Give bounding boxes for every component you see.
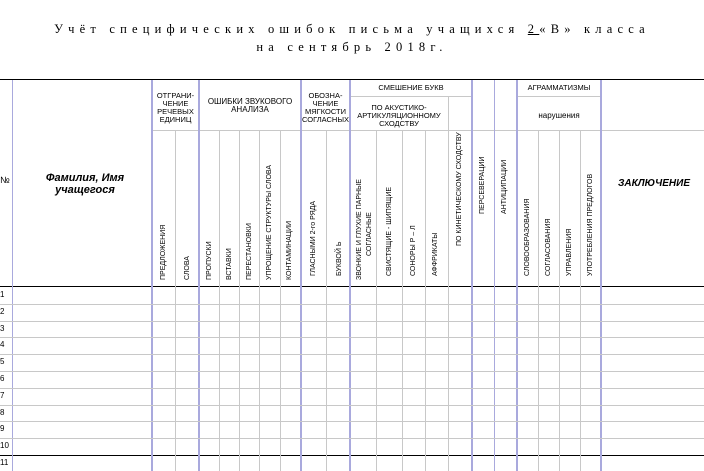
row-number: 5 <box>0 357 5 367</box>
col-sep <box>175 131 176 471</box>
sheet-title-line-1: Учёт специфических ошибок письма учащихся 2«В» класса <box>54 22 650 36</box>
col-affricates: АФФРИКАТЫ <box>432 232 439 276</box>
col-permutations: ПЕРЕСТАНОВКИ <box>246 223 253 280</box>
col-sep <box>580 131 581 471</box>
col-government: УПРАВЛЕНИЯ <box>566 228 573 276</box>
row-number: 4 <box>0 340 5 350</box>
col-sonors: СОНОРЫ Р – Л <box>410 225 417 276</box>
col-border-antic <box>516 80 518 471</box>
acoustic-group-header: ПО АКУСТИКО-АРТИКУЛЯЦИОННОМУ СХОДСТВУ <box>357 103 441 128</box>
col-sep <box>559 131 560 471</box>
row-separator <box>0 304 704 305</box>
row-number: 3 <box>0 323 5 333</box>
group-header-bottom <box>153 130 704 131</box>
col-sep <box>425 131 426 471</box>
col-border-mix <box>471 80 473 471</box>
col-border-sound <box>300 80 302 471</box>
col-sep <box>448 97 449 471</box>
col-sep <box>538 131 539 471</box>
row-number: 2 <box>0 306 5 316</box>
conclusion-header: ЗАКЛЮЧЕНИЕ <box>617 178 691 189</box>
col-sentences: ПРЕДЛОЖЕНИЯ <box>160 224 167 280</box>
col-omissions: ПРОПУСКИ <box>206 241 213 280</box>
mix-group-header: СМЕШЕНИЕ БУКВ <box>378 83 444 92</box>
row-separator <box>0 321 704 322</box>
col-sibilants: СВИСТЯЩИЕ - ШИПЯЩИЕ <box>386 186 393 276</box>
sound-group-header: ОШИБКИ ЗВУКОВОГО АНАЛИЗА <box>207 97 293 114</box>
col-border-soft <box>349 80 351 471</box>
row-10-bottom-border <box>0 455 704 456</box>
row-number: 8 <box>0 407 5 417</box>
mix-group-divider <box>351 96 471 97</box>
col-contamination: КОНТАМИНАЦИИ <box>286 220 293 280</box>
agram-group-header: АГРАММАТИЗМЫ <box>527 83 591 92</box>
name-header: Фамилия, Имя учащегося <box>45 172 125 196</box>
soft-group-header: ОБОЗНА-ЧЕНИЕ МЯГКОСТИ СОГЛАСНЫХ <box>302 91 349 124</box>
row-number: 7 <box>0 390 5 400</box>
grade-number: 2 <box>527 22 540 36</box>
col-sep <box>280 131 281 471</box>
row-separator <box>0 371 704 372</box>
agram-group-divider <box>517 96 601 97</box>
col-sep <box>259 131 260 471</box>
sheet-title-line-2: на сентябрь 2018г. <box>256 40 448 54</box>
col-border-persev <box>494 80 495 471</box>
violations-header: нарушения <box>538 111 580 120</box>
col-voiced-line-1: ЗВОНКИЕ И ГЛУХИЕ ПАРНЫЕ <box>356 179 363 280</box>
col-insertions: ВСТАВКИ <box>226 248 233 280</box>
row-number: 10 <box>0 441 9 451</box>
row-separator <box>0 405 704 406</box>
row-number: 1 <box>0 290 5 299</box>
row-separator <box>0 337 704 338</box>
col-border-agram <box>600 80 602 471</box>
col-sep <box>402 131 403 471</box>
col-wordformation: СЛОВООБРАЗОВАНИЯ <box>524 198 531 276</box>
limit-group-header: ОТГРАНИ-ЧЕНИЕ РЕЧЕВЫХ ЕДИНИЦ <box>156 91 195 124</box>
col-simplification: УПРОЩЕНИЕ СТРУКТУРЫ СЛОВА <box>266 164 273 280</box>
col-vowels-2nd-row: ГЛАСНЫМИ 2-го РЯДА <box>310 200 317 276</box>
col-prepositions: УПОТРЕБЛЕНИЯ ПРЕДЛОГОВ <box>587 173 594 276</box>
row-separator <box>0 354 704 355</box>
row-separator <box>0 388 704 389</box>
col-border-number <box>12 80 13 471</box>
row-separator <box>0 438 704 439</box>
col-sep <box>376 131 377 471</box>
col-border-name <box>151 80 153 471</box>
col-soft-sign: БУКВОЙ Ь <box>336 241 343 276</box>
row-number: 6 <box>0 374 5 383</box>
number-header: № <box>0 175 10 185</box>
col-perseverations: ПЕРСЕВЕРАЦИИ <box>479 156 486 214</box>
table-top-border <box>0 79 704 80</box>
col-agreement: СОГЛАСОВАНИЯ <box>545 218 552 276</box>
col-sep <box>239 131 240 471</box>
row-number: 9 <box>0 424 5 434</box>
col-voiced-line-2: СОГЛАСНЫЕ <box>366 212 373 256</box>
col-border-limit <box>198 80 200 471</box>
col-words: СЛОВА <box>184 256 191 280</box>
row-number: 11 <box>0 458 9 467</box>
col-kinetic: ПО КИНЕТИЧЕСКОМУ СХОДСТВУ <box>456 132 463 246</box>
col-anticipations: АНТИЦИПАЦИИ <box>501 159 508 214</box>
header-bottom-border <box>0 286 704 287</box>
col-sep <box>326 131 327 471</box>
row-separator <box>0 421 704 422</box>
col-sep <box>219 131 220 471</box>
